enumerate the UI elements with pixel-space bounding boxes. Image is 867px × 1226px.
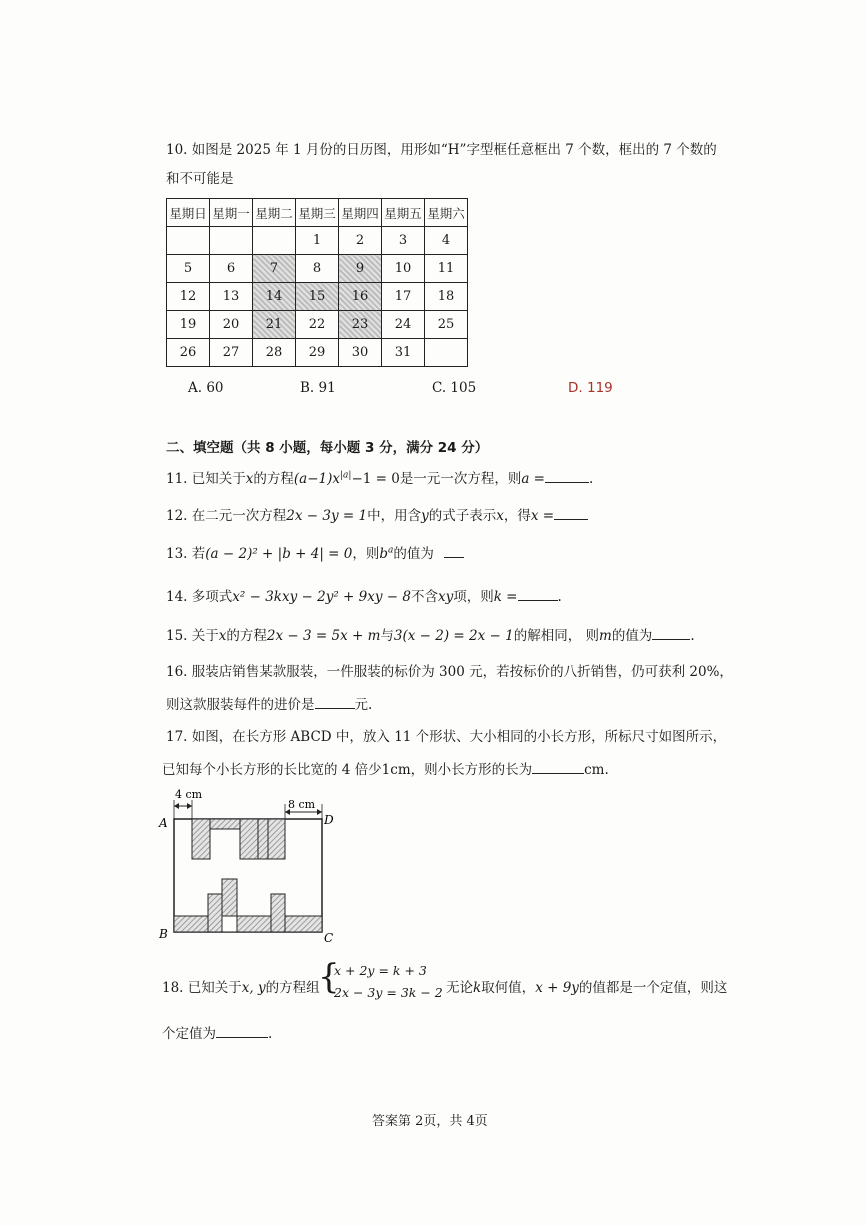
- q10-line2: 和不可能是: [166, 171, 234, 187]
- q17-line1: 17. 如图，在长方形 ABCD 中，放入 11 个形状、大小相同的小长方形，所标尺寸如图所示，: [166, 729, 727, 745]
- q12-pre: 在二元一次方程: [191, 508, 287, 524]
- small-rect: [271, 894, 285, 932]
- small-rect: [240, 819, 258, 859]
- calendar-day-cell: 24: [382, 311, 425, 339]
- q12-mid: 中，用含: [367, 508, 422, 524]
- top-small-rectangles: [192, 819, 285, 859]
- small-rect: [174, 916, 208, 932]
- brace-icon: {: [318, 957, 340, 997]
- section2-title: 二、填空题（共 8 小题，每小题 3 分，满分 24 分）: [166, 440, 489, 456]
- calendar-header-cell: 星期五: [382, 199, 425, 227]
- q18-expr: x + 9y: [535, 980, 579, 996]
- q11-mid: 的方程: [253, 471, 294, 487]
- calendar-day-cell: 15: [296, 283, 339, 311]
- option-c: C. 105: [432, 380, 477, 396]
- q15-eq2: 3(x − 2) = 2x − 1: [393, 628, 514, 644]
- q12-post: ，得: [503, 508, 531, 524]
- q14-k: k =: [493, 589, 518, 605]
- q11-num: 11.: [166, 471, 188, 487]
- q12-x: x: [496, 508, 504, 524]
- calendar-day-cell: 12: [167, 283, 210, 311]
- gap-cell: [222, 916, 237, 932]
- q15-x: x: [218, 628, 227, 644]
- q18-k: k: [473, 980, 482, 996]
- calendar-day-cell: [425, 339, 468, 367]
- calendar-day-cell: 31: [382, 339, 425, 367]
- q18-end: .: [268, 1026, 273, 1042]
- vertex-a: A: [159, 816, 168, 830]
- calendar-day-cell: 8: [296, 255, 339, 283]
- small-rect: [237, 916, 271, 932]
- q13: [166, 542, 464, 562]
- small-rect: [268, 819, 285, 859]
- q11-var: x: [245, 471, 254, 487]
- q15-and: 与: [380, 628, 394, 644]
- q18-mid: 的方程组: [265, 980, 320, 996]
- calendar-day-cell: 28: [253, 339, 296, 367]
- bottom-small-rectangles: [174, 879, 322, 932]
- q16-line2: [166, 693, 372, 713]
- q18-line1-pre: [162, 976, 320, 996]
- q18-pre: 已知关于: [187, 980, 242, 996]
- calendar-day-cell: 13: [210, 283, 253, 311]
- q14-xy: xy: [437, 589, 454, 605]
- calendar-day-cell: 19: [167, 311, 210, 339]
- q14-post: 项，则: [453, 589, 494, 605]
- q16-line2b: 元.: [354, 697, 373, 713]
- calendar-day-cell: 23: [339, 311, 382, 339]
- small-rect: [210, 819, 240, 829]
- calendar-day-cell: 17: [382, 283, 425, 311]
- q12-ans: x =: [530, 508, 555, 524]
- q18-post1: 无论: [446, 980, 473, 996]
- q12-eq: 2x − 3y = 1: [286, 508, 368, 524]
- calendar-day-cell: 27: [210, 339, 253, 367]
- small-rect: [208, 894, 222, 932]
- q15-m: m: [599, 628, 612, 644]
- page-footer: 答案第 2页，共 4页: [372, 1114, 488, 1129]
- calendar-day-cell: 5: [167, 255, 210, 283]
- q10-line1: 10. 如图是 2025 年 1 月份的日历图，用形如“H”字型框任意框出 7 个数，框出的 7 个数的: [166, 142, 717, 158]
- q11-eq: (a−1)x: [293, 471, 341, 487]
- vertex-b: B: [159, 927, 168, 941]
- q16-blank: [315, 696, 355, 709]
- calendar-day-cell: 6: [210, 255, 253, 283]
- q18-num: 18.: [162, 980, 184, 996]
- calendar-table: [166, 198, 468, 367]
- calendar-header-cell: 星期三: [296, 199, 339, 227]
- q18-line1-post: [446, 976, 727, 996]
- calendar-day-cell: 7: [253, 255, 296, 283]
- calendar-day-cell: 22: [296, 311, 339, 339]
- q12-y: y: [421, 508, 429, 524]
- q13-pre: 若: [191, 546, 206, 562]
- calendar-day-cell: 25: [425, 311, 468, 339]
- calendar-day-cell: 2: [339, 227, 382, 255]
- q13-mid: ，则: [352, 546, 380, 562]
- q17-blank: [532, 761, 584, 774]
- q12-blank: [554, 507, 588, 520]
- q17-line2b: cm.: [584, 762, 609, 778]
- calendar-day-cell: 26: [167, 339, 210, 367]
- calendar-day-cell: 9: [339, 255, 382, 283]
- calendar-header-cell: 星期四: [339, 199, 382, 227]
- q18-post2: 取何值，: [481, 980, 536, 996]
- q11-blank: [545, 470, 589, 483]
- q15-end: .: [690, 628, 695, 644]
- q13-exp: a: [388, 545, 394, 556]
- vertex-d: D: [324, 813, 334, 827]
- q11-pre: 已知关于: [191, 471, 246, 487]
- q14-eq: x² − 3kxy − 2y² + 9xy − 8: [232, 589, 411, 605]
- q18-line2: [162, 1022, 272, 1042]
- calendar-day-cell: 1: [296, 227, 339, 255]
- calendar-day-cell: [253, 227, 296, 255]
- calendar-day-cell: 30: [339, 339, 382, 367]
- calendar-header-cell: 星期六: [425, 199, 468, 227]
- q13-eq: (a − 2)² + |b + 4| = 0: [205, 546, 353, 562]
- calendar-header-cell: 星期二: [253, 199, 296, 227]
- q11-post: 是一元一次方程，则: [399, 471, 522, 487]
- q11-end: .: [589, 471, 594, 487]
- q14-blank: [518, 588, 558, 601]
- q12-mid2: 的式子表示: [428, 508, 497, 524]
- q18-eq1: x + 2y = k + 3: [334, 963, 427, 978]
- label-8cm: 8 cm: [288, 798, 316, 811]
- small-rect: [258, 819, 268, 859]
- calendar-header-cell: 星期日: [167, 199, 210, 227]
- q15-blank: [652, 627, 690, 640]
- q15: [166, 624, 695, 644]
- calendar-day-cell: 4: [425, 227, 468, 255]
- q11-exp: |a|: [340, 470, 352, 481]
- option-b: B. 91: [300, 380, 336, 396]
- q18-blank: [216, 1025, 268, 1038]
- calendar-day-cell: [167, 227, 210, 255]
- q18-eq2: 2x − 3y = 3k − 2: [334, 985, 443, 1000]
- vertex-c: C: [324, 931, 334, 945]
- calendar-day-cell: 18: [425, 283, 468, 311]
- calendar-day-cell: 14: [253, 283, 296, 311]
- option-a: A. 60: [188, 380, 224, 396]
- calendar-day-cell: 16: [339, 283, 382, 311]
- calendar-header-cell: 星期一: [210, 199, 253, 227]
- q18-vars: x, y: [241, 980, 266, 996]
- q16-line1: 16. 服装店销售某款服装，一件服装的标价为 300 元，若按标价的八折销售，仍可获利 20%，: [166, 664, 733, 680]
- q11: [166, 467, 593, 487]
- q15-mid: 的方程: [226, 628, 267, 644]
- dim-4cm-arrow-left: [174, 803, 179, 809]
- q18-post3: 的值都是一个定值，则这: [578, 980, 728, 996]
- rectangle-figure: [155, 782, 355, 947]
- q15-post: 的值为: [611, 628, 653, 644]
- q13-num: 13.: [166, 546, 188, 562]
- q14-end: .: [557, 589, 562, 605]
- q16-line2a: 则这款服装每件的进价是: [166, 697, 315, 713]
- small-rect: [222, 879, 237, 916]
- calendar-day-cell: 21: [253, 311, 296, 339]
- dim-8cm-arrow-right: [317, 809, 322, 815]
- q17-line2: [162, 758, 609, 778]
- calendar-day-cell: 10: [382, 255, 425, 283]
- q15-pre: 关于: [191, 628, 219, 644]
- q13-blank: [444, 545, 464, 558]
- calendar-day-cell: 3: [382, 227, 425, 255]
- q14-pre: 多项式: [191, 589, 233, 605]
- q12: [166, 504, 588, 524]
- q14: [166, 585, 562, 605]
- q13-post: 的值为: [393, 546, 434, 562]
- q14-num: 14.: [166, 589, 188, 605]
- q14-mid: 不含: [410, 589, 438, 605]
- q11-eq2: −1 = 0: [351, 471, 400, 487]
- small-rect: [192, 819, 210, 859]
- q15-num: 15.: [166, 628, 188, 644]
- q17-line2a: 已知每个小长方形的长比宽的 4 倍少1cm，则小长方形的长为: [162, 762, 533, 778]
- q18-line2-text: 个定值为: [162, 1026, 216, 1042]
- q13-b: b: [379, 546, 389, 562]
- calendar-day-cell: 29: [296, 339, 339, 367]
- small-rect: [285, 916, 322, 932]
- q11-a: a =: [521, 471, 545, 487]
- q12-num: 12.: [166, 508, 188, 524]
- calendar-day-cell: [210, 227, 253, 255]
- option-d: D. 119: [568, 380, 613, 396]
- q15-eq1: 2x − 3 = 5x + m: [266, 628, 381, 644]
- dim-4cm-arrow-right: [187, 803, 192, 809]
- label-4cm: 4 cm: [175, 788, 203, 801]
- calendar-day-cell: 11: [425, 255, 468, 283]
- calendar-day-cell: 20: [210, 311, 253, 339]
- q15-mid2: 的解相同， 则: [513, 628, 599, 644]
